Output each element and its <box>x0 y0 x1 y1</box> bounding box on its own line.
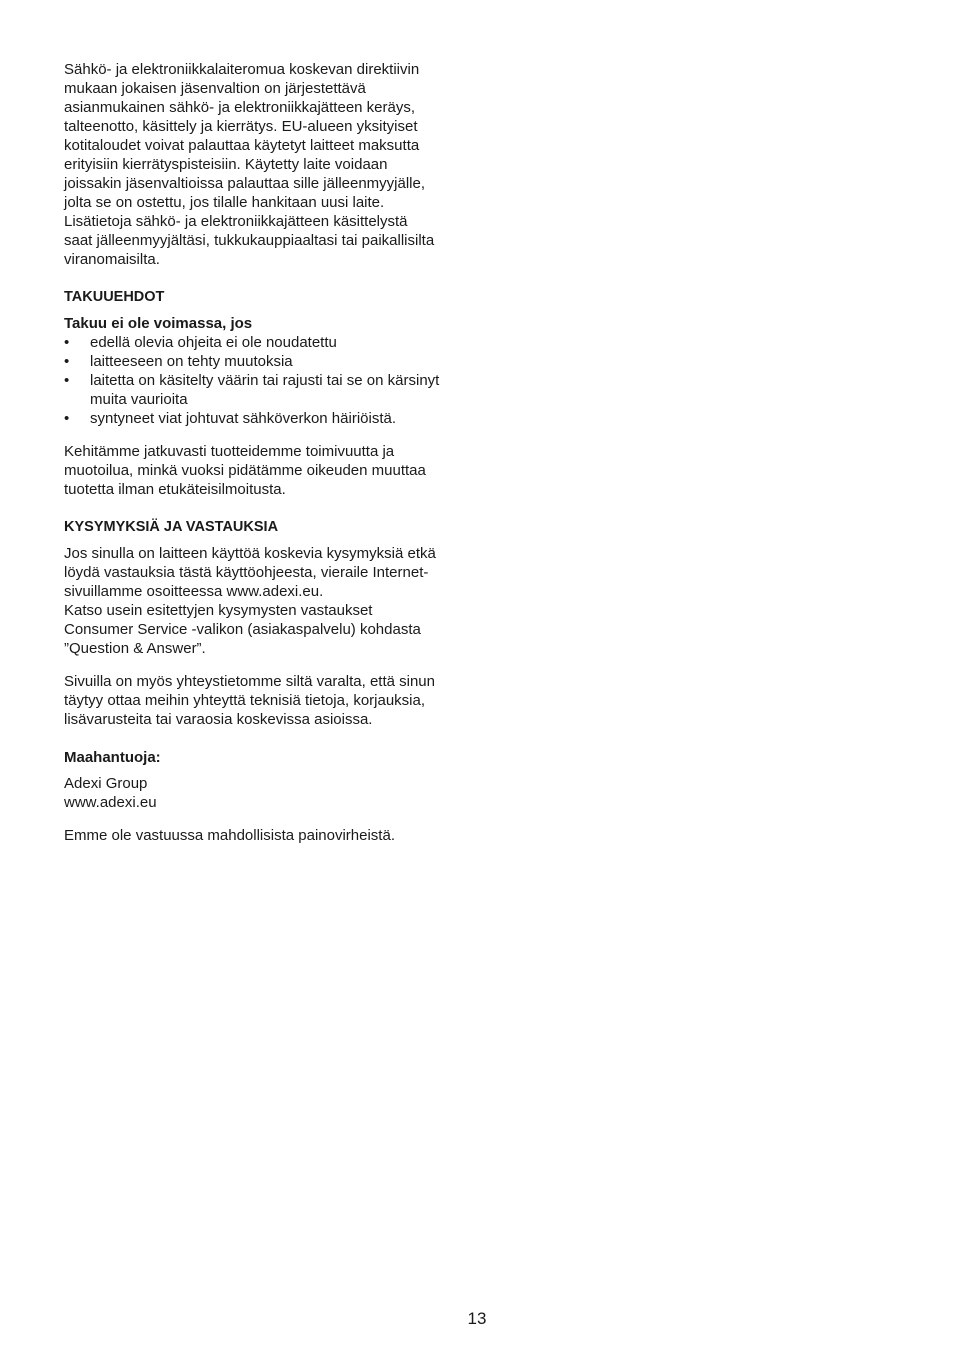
text-line: viranomaisilta. <box>64 251 160 268</box>
text-line: joissakin jäsenvaltioissa palauttaa sille jälleenmyyjälle, <box>64 175 426 192</box>
text-line: asianmukainen sähkö- ja elektroniikkajätteen keräys, <box>64 99 416 116</box>
importer-website: www.adexi.eu <box>64 794 157 811</box>
text-line: löydä vastauksia tästä käyttöohjeesta, vieraile Internet- <box>64 564 429 581</box>
text-line: Sähkö- ja elektroniikkalaiteromua koskevan direktiivin <box>64 61 420 78</box>
text-line: täytyy ottaa meihin yhteyttä teknisiä tietoja, korjauksia, <box>64 692 426 709</box>
text-line: edellä olevia ohjeita ei ole noudatettu <box>90 334 337 351</box>
list-item <box>64 371 474 409</box>
list-item <box>64 409 474 428</box>
bullet-icon: • <box>64 334 70 351</box>
text-line: muotoilua, minkä vuoksi pidätämme oikeuden muuttaa <box>64 462 426 479</box>
text-line: Sivuilla on myös yhteystietomme siltä varalta, että sinun <box>64 673 435 690</box>
text-line: tuotetta ilman etukäteisilmoitusta. <box>64 481 286 498</box>
text-line: talteenotto, käsittely ja kierrätys. EU-alueen yksityiset <box>64 118 418 135</box>
weee-paragraph <box>64 60 474 269</box>
disclaimer <box>64 826 474 845</box>
text-line: Jos sinulla on laitteen käyttöä koskevia kysymyksiä etkä <box>64 545 436 562</box>
warranty-subheading: Takuu ei ole voimassa, jos <box>64 315 253 332</box>
bullet-icon: • <box>64 372 70 389</box>
manual-page-column <box>64 60 474 859</box>
contact-paragraph <box>64 672 474 729</box>
text-line: sivuillamme osoitteessa www.adexi.eu. <box>64 583 324 600</box>
importer-details <box>64 774 474 812</box>
text-line: laitteeseen on tehty muutoksia <box>90 353 293 370</box>
text-line: erityisiin kierrätyspisteisiin. Käytetty laite voidaan <box>64 156 388 173</box>
bullet-icon: • <box>64 353 70 370</box>
faq-paragraph <box>64 544 474 658</box>
list-item <box>64 352 474 371</box>
text-line: ”Question & Answer”. <box>64 640 206 657</box>
faq-heading: KYSYMYKSIÄ JA VASTAUKSIA <box>64 519 279 535</box>
product-change-notice <box>64 442 474 499</box>
text-line: Consumer Service -valikon (asiakaspalvelu) kohdasta <box>64 621 421 638</box>
warranty-exclusions-list <box>64 333 474 428</box>
text-line: lisävarusteita tai varaosia koskevissa asioissa. <box>64 711 373 728</box>
text-line: Katso usein esitettyjen kysymysten vastaukset <box>64 602 373 619</box>
text-line: syntyneet viat johtuvat sähköverkon häiriöistä. <box>90 410 396 427</box>
text-line: mukaan jokaisen jäsenvaltion on järjestettävä <box>64 80 366 97</box>
list-item <box>64 333 474 352</box>
text-line: Kehitämme jatkuvasti tuotteidemme toimivuutta ja <box>64 443 395 460</box>
text-line: jolta se on ostettu, jos tilalle hankitaan uusi laite. <box>64 194 385 211</box>
text-line: muita vaurioita <box>90 391 188 408</box>
text-line: kotitaloudet voivat palauttaa käytetyt laitteet maksutta <box>64 137 420 154</box>
importer-name: Adexi Group <box>64 775 148 792</box>
importer-heading: Maahantuoja: <box>64 749 161 766</box>
text-line: Emme ole vastuussa mahdollisista painovirheistä. <box>64 827 395 844</box>
text-line: saat jälleenmyyjältäsi, tukkukauppiaaltasi tai paikallisilta <box>64 232 435 249</box>
warranty-heading: TAKUUEHDOT <box>64 289 165 305</box>
bullet-icon: • <box>64 410 70 427</box>
text-line: laitetta on käsitelty väärin tai rajusti tai se on kärsinyt <box>90 372 440 389</box>
page-number: 13 <box>467 1309 487 1328</box>
text-line: Lisätietoja sähkö- ja elektroniikkajätteen käsittelystä <box>64 213 408 230</box>
